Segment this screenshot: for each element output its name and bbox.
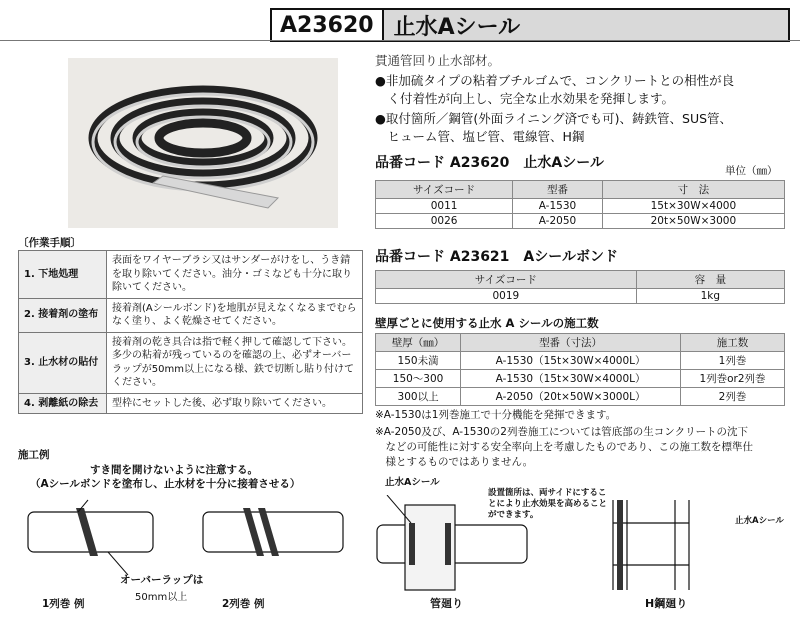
cell: 1列巻: [681, 352, 785, 370]
cell: A-1530（15t×30W×4000L）: [461, 370, 681, 388]
product1-heading: 品番コード A23620 止水Aシール: [375, 155, 604, 171]
table-row: [376, 370, 785, 388]
pipe-wrap-diagram: [18, 490, 363, 585]
bullet-1b: く付着性が向上し、完全な止水効果を発揮します。: [375, 91, 675, 106]
col-header: 寸 法: [602, 181, 784, 199]
cell: 2列巻: [681, 388, 785, 406]
seal-label-2: 止水Aシール: [735, 516, 784, 526]
step-key: 4. 剥離紙の除去: [19, 393, 107, 414]
col-header: 容 量: [636, 271, 784, 289]
note-2: ※A-2050及び、A-1530の2列巻施工については管底部の生コンクリートの沈下: [375, 426, 749, 438]
note-1: ※A-1530は1列巻施工で十分機能を発揮できます。: [375, 409, 617, 421]
bullet-1: ●非加硫タイプの粘着ブチルゴムで、コンクリートとの相性が良: [375, 73, 735, 88]
caption-pipe: 管廻り: [430, 597, 463, 610]
cell: 150〜300: [376, 370, 461, 388]
example-note2: （Aシールボンドを塗布し、止水材を十分に接着させる）: [30, 478, 301, 490]
col-header: サイズコード: [376, 181, 513, 199]
step-key: 2. 接着剤の塗布: [19, 298, 107, 332]
col-header: 壁厚（㎜）: [376, 334, 461, 352]
table-row: [19, 332, 363, 393]
unit-label: 単位（㎜）: [725, 165, 778, 177]
thickness-heading: 壁厚ごとに使用する止水 A シールの施工数: [375, 316, 599, 330]
table-row: [376, 199, 785, 214]
caption-2-row: 2列巻 例: [222, 598, 265, 610]
product1-table: [375, 180, 785, 229]
note-2b: などの可能性に対する安全率向上を考慮したものであり、この施工数を標準仕: [375, 441, 753, 453]
table-row: [19, 298, 363, 332]
table-row: [376, 289, 785, 304]
col-header: サイズコード: [376, 271, 637, 289]
cell: A-1530（15t×30W×4000L）: [461, 352, 681, 370]
step-key: 3. 止水材の貼付: [19, 332, 107, 393]
product-photo: [68, 58, 338, 228]
install-diagram: [375, 495, 785, 595]
overlap-label: オーバーラップは: [120, 574, 204, 586]
col-header: 型番: [513, 181, 603, 199]
header-rule: [0, 40, 800, 41]
cell: 0019: [376, 289, 637, 304]
cell: 15t×30W×4000: [602, 199, 784, 214]
caption-1-row: 1列巻 例: [42, 598, 85, 610]
cell: 150未満: [376, 352, 461, 370]
example-title: 施工例: [18, 449, 50, 461]
cell: A-2050: [513, 214, 603, 229]
cell: A-1530: [513, 199, 603, 214]
col-header: 型番（寸法）: [461, 334, 681, 352]
table-row: [19, 251, 363, 299]
col-header: 施工数: [681, 334, 785, 352]
table-row: [376, 214, 785, 229]
title-bar: [270, 8, 790, 42]
step-value: 表面をワイヤーブラシ又はサンダーがけをし、うき錆を取り除いてください。油分・ゴミなども十分に取り除いてください。: [107, 251, 363, 299]
example-note1: すき間を開けないように注意する。: [90, 464, 258, 476]
cell: 1列巻or2列巻: [681, 370, 785, 388]
cell: A-2050（20t×50W×3000L）: [461, 388, 681, 406]
note-2c: 様とするものではありません。: [375, 456, 534, 468]
product2-heading: 品番コード A23621 Aシールボンド: [375, 249, 618, 265]
steps-table: [18, 250, 363, 414]
product2-table: [375, 270, 785, 304]
overlap-label-2: 50mm以上: [135, 592, 188, 603]
cell: 1kg: [636, 289, 784, 304]
cell: 300以上: [376, 388, 461, 406]
bullet-2: ●取付箇所／鋼管(外面ライニング済でも可)、鋳鉄管、SUS管、: [375, 111, 733, 126]
step-value: 接着剤の乾き具合は指で軽く押して確認して下さい。多少の粘着が残っているのを確認の上、必ずオーバーラップが50mm以上になる様、鉄で切断し貼り付けてください。: [107, 332, 363, 393]
step-key: 1. 下地処理: [19, 251, 107, 299]
product-code: A23620: [270, 8, 384, 42]
step-value: 型枠にセットした後、必ず取り除いてください。: [107, 393, 363, 414]
table-row: [19, 393, 363, 414]
cell: 0026: [376, 214, 513, 229]
caption-hbeam: H鋼廻り: [645, 597, 688, 610]
step-value: 接着剤(Aシールボンド)を地肌が見えなくなるまでむらなく塗り、よく乾燥させてください。: [107, 298, 363, 332]
bullet-2b: ヒューム管、塩ビ管、電線管、H鋼: [375, 129, 585, 144]
seal-label: 止水Aシール: [385, 477, 440, 488]
intro-line: 貫通管回り止水部材。: [375, 53, 501, 68]
cell: 20t×50W×3000: [602, 214, 784, 229]
steps-title: 〔作業手順〕: [18, 237, 81, 249]
table-row: [376, 388, 785, 406]
install-note: 設置箇所は、両サイドにすることにより止水効果を高めることができます。: [488, 488, 608, 521]
cell: 0011: [376, 199, 513, 214]
product-name: 止水Aシール: [384, 8, 790, 42]
table-row: [376, 352, 785, 370]
thickness-table: [375, 333, 785, 406]
